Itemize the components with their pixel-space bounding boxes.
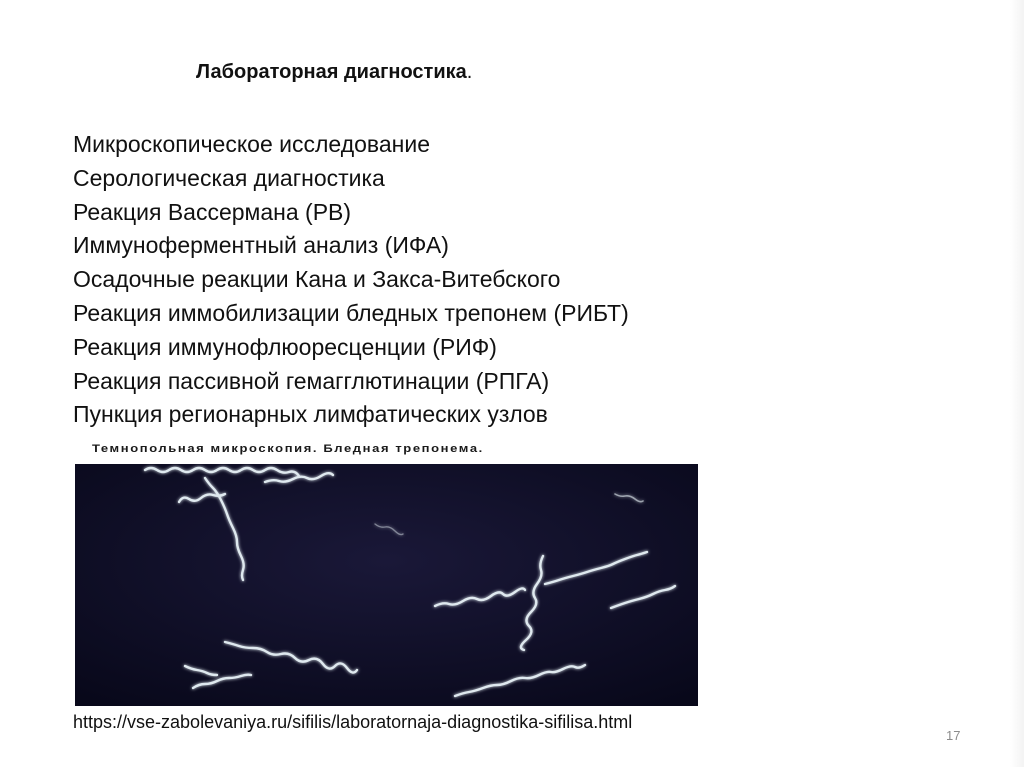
- dark-field-microscopy-image: [75, 464, 698, 706]
- list-item: Микроскопическое исследование: [73, 131, 430, 157]
- slide-edge-shadow: [1010, 0, 1024, 767]
- figure-caption: Темнопольная микроскопия. Бледная трепонема.: [92, 442, 484, 455]
- slide-title-text: Лабораторная диагностика: [196, 61, 467, 83]
- list-item: Серологическая диагностика: [73, 164, 385, 191]
- page-number: 17: [946, 728, 961, 743]
- list-item: Осадочные реакции Кана и Закса-Витебского: [73, 266, 561, 293]
- list-item: Пункция регионарных лимфатических узлов: [73, 401, 548, 428]
- list-item: Реакция пассивной гемагглютинации (РПГА): [73, 367, 550, 394]
- microscopy-figure: [75, 434, 698, 706]
- diagnostics-list: [73, 128, 629, 432]
- slide-title: [196, 61, 472, 84]
- list-item: Реакция иммунофлюоресценции (РИФ): [73, 333, 497, 360]
- list-item: Реакция Вассермана (РВ): [73, 198, 352, 225]
- list-item: Реакция иммобилизации бледных трепонем (РИБТ): [73, 299, 629, 326]
- figure-caption-strip: [75, 434, 698, 466]
- micro-background: [75, 464, 698, 706]
- source-link[interactable]: https://vse-zabolevaniya.ru/sifilis/laboratornaja-diagnostika-sifilisa.html: [73, 712, 633, 732]
- slide-title-dot: .: [466, 61, 473, 83]
- list-item: Иммуноферментный анализ (ИФА): [73, 232, 449, 259]
